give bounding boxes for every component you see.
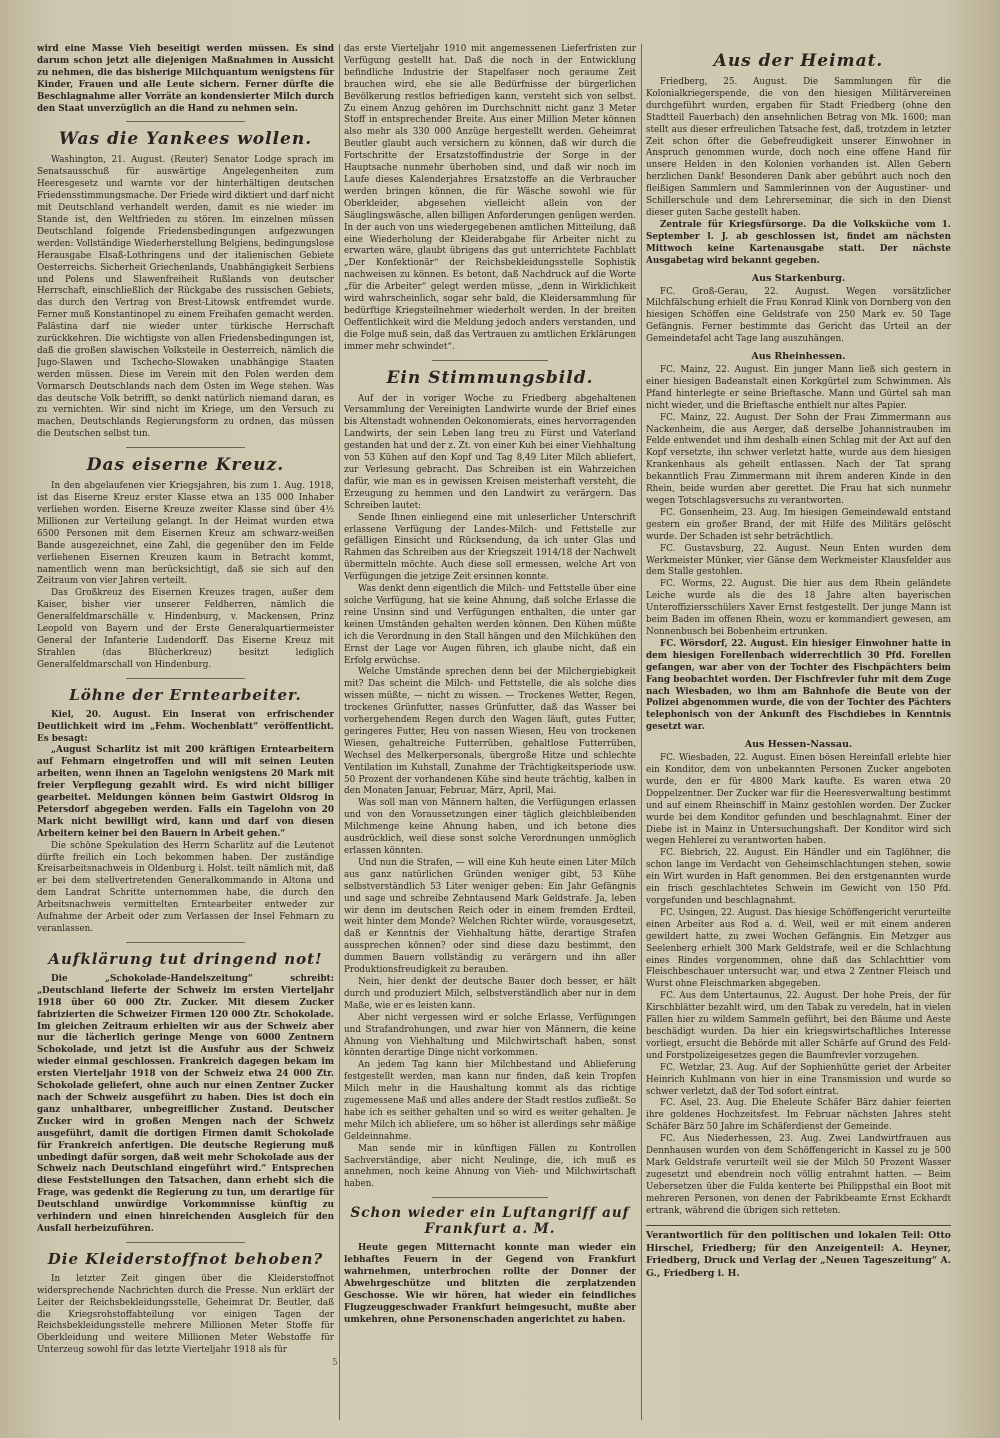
article-paragraph: FC. Groß-Gerau, 22. August. Wegen vorsätzlicher Milchfälschung erhielt die Frau Konrad Klink von Dornberg von den hiesigen Schöffen eine Geldstrafe von 250 Mark ev. 50 Tage Gefängnis. Ferner bestimmte das Gericht das Urteil an der Gemeindetafel acht Tage lang auszuhängen. (646, 286, 951, 345)
page-mark: 5 (332, 1358, 338, 1368)
section-heading-starkenburg: Aus Starkenburg. (751, 272, 846, 284)
column-1 (37, 44, 334, 1420)
headline-aufklaerung: Aufklärung tut dringend not! (48, 949, 323, 968)
separator (126, 121, 245, 122)
article-paragraph: FC. Mainz, 22. August. Ein junger Mann ließ sich gestern in einer hiesigen Badeanstalt einen Korkgürtel zum Schwimmen. Als Pfand hinterlegte er seine Brieftasche. Mann und Gürtel sah man nicht wieder, und die Brieftasche enthielt nur altes Papier. (646, 365, 951, 411)
separator (126, 447, 245, 448)
column-rule (339, 44, 340, 1420)
separator (126, 678, 245, 679)
article-paragraph: FC. Aus Niederhessen, 23. Aug. Zwei Landwirtfrauen aus Dennhausen wurden von dem Schöffengericht in Kassel zu je 500 Mark Geldstrafe verurteilt weil sie der Milch 50 Prozent Wasser zugesetzt und ebendrein noch völlig entrahmt hatten. — Beim Uebersetzen über die Fulda kenterte bei Philippsthal ein Boot mit mehreren Personen, von denen der Fabrikbeamte Ernst Eckhardt ertrank, während die übrigen sich retteten. (646, 1134, 951, 1216)
article-paragraph: Das Großkreuz des Eisernen Kreuzes tragen, außer dem Kaiser, bisher vier unserer Feldherren, nämlich die Generalfeldmarschälle v. Hindenburg, v. Mackensen, Prinz Leopold von Bayern und der Erste Generalquartiermeister General der Infanterie Ludendorff. Das Eiserne Kreuz mit Strahlen (das Blücherkreuz) besitzt lediglich Generalfeldmarschall von Hindenburg. (37, 588, 334, 670)
article-paragraph: Friedberg, 25. August. Die Sammlungen für die Kolonialkriegerspende, die von den hiesigen Militärvereinen durchgeführt wurden, ergaben für Stadt Friedberg (ohne den Stadtteil Fauerbach) den ansehnlichen Betrag von Mk. 1600; man stellt aus dieser erfreulichen Tatsache fest, daß, trotzdem in letzter Zeit schon öfter die Gebefreudigkeit unserer Einwohner in Anspruch genommen wurde, doch noch eine offene Hand für unsere Helden in den Kolonien vorhanden ist. Allen Gebern herzlichen Dank! Besonderen Dank aber gebührt auch noch den fleißigen Sammlern und Sammlerinnen von der Augustiner- und Schillerschule und dem Lehrerseminar, die sich in den Dienst dieser guten Sache gestellt haben. (646, 77, 951, 218)
imprint-text: Verantwortlich für den politischen und lokalen Teil: Otto Hirschel, Friedberg; für den Anzeigenteil: A. Heyner, Friedberg, Druck und Verlag der „Neuen Tageszeitung“ A. G., Friedberg i. H. (646, 1230, 951, 1279)
column-3 (646, 44, 951, 1420)
article-paragraph: Die „Schokolade-Handelszeitung“ schreibt: „Deutschland lieferte der Schweiz im ersten Vierteljahr 1918 über 60 000 Ztr. Zucker. Mit diesem Zucker fabrizierten die Schweizer Firmen 120 000 Ztr. Schokolade. Im gleichen Zeitraum erhielten wir aus der Schweiz aber nur die lächerlich geringe Menge von 6000 Zentnern Schokolade, und jetzt ist die Ausfuhr aus der Schweiz wieder einmal geschlossen. Frankreich dagegen bekam im ersten Vierteljahr 1918 von der Schweiz etwa 24 000 Ztr. Schokolade geliefert, ohne auch nur einen Zentner Zucker nach der Schweiz ausgeführt zu haben. Dies ist doch ein ganz unhaltbarer, unbegreiflicher Zustand. Deutscher Zucker wird in großen Mengen nach der Schweiz ausgeführt, damit die dortigen Firmen damit Schokolade für Frankreich anfertigen. Die deutsche Regierung muß unbedingt dafür sorgen, daß weit mehr Schokolade aus der Schweiz nach Deutschland eingeführt wird.“ Entsprechen diese Feststellungen den Tatsachen, dann erhebt sich die Frage, was gedenkt die Regierung zu tun, um derartige für Deutschland unwürdige Vorkommnisse künftig zu verhindern und einen hinreichenden Ausgleich für den Ausfall herbeizuführen. (37, 973, 334, 1234)
article-paragraph: In letzter Zeit gingen über die Kleiderstoffnot widersprechende Nachrichten durch die Presse. Nun erklärt der Leiter der Reichsbekleidungsstelle, Geheimrat Dr. Beutler, daß die Kriegsrohstoffabteilung vor einigen Tagen der Reichsbekleidungsstelle mehrere Millionen Meter Stoffe für Oberkleidung und weitere Millionen Meter Webstoffe für Unterzeug sowohl für das letzte Vierteljahr 1918 als für (37, 1273, 334, 1356)
article-paragraph: Nein, hier denkt der deutsche Bauer doch besser, er hält durch und produziert Milch, selbstverständlich aber nur in dem Maße, wie er es leisten kann. (344, 976, 636, 1011)
article-paragraph: FC. Gustavsburg, 22. August. Neun Enten wurden dem Werkmeister Münker, vier Gänse dem Werkmeister Klausfelder aus dem Stalle gestohlen. (646, 543, 951, 578)
article-paragraph: FC. Wiesbaden, 22. August. Einen bösen Hereinfall erlebte hier ein Konditor, dem von unbekannten Personen Zucker angeboten wurde, den er für 4800 Mark kaufte. Es waren etwa 20 Doppelzentner. Der Zucker war für die Heeresverwaltung bestimmt und auf einem Rheinschiff in Mainz gestohlen worden. Der Zucker wurde bei dem Konditor gefunden und beschlagnahmt. Einer der Diebe ist in Mainz in Untersuchungshaft. Der Konditor wird sich wegen Hehlerei zu verantworten haben. (646, 753, 951, 847)
headline-luftangriff: Schon wieder ein Luftangriff auf Frankfurt a. M. (350, 1205, 630, 1238)
article-paragraph: „August Scharlitz ist mit 200 kräftigen Erntearbeitern auf Fehmarn eingetroffen und will mit seinen Leuten arbeiten, wenn ihnen an Tagelohn wenigstens 20 Mark mit freier Verpflegung gezahlt wird. Es wird nicht billiger gearbeitet. Meldungen können beim Gastwirt Oldsrog in Petersdorf abgegeben werden. Falls ein Tagelohn von 20 Mark nicht bewilligt wird, kann und darf von diesen Arbeitern keiner bei den Bauern in Arbeit gehen.“ (37, 745, 334, 839)
article-paragraph: Heute gegen Mitternacht konnte man wieder ein lebhaftes Feuern in der Gegend von Frankfurt wahrnehmen, unterbrochen rollte der Donner der Abwehrgeschütze und blitzten die zerplatzenden Geschosse. Wie wir hören, hat wieder ein feindliches Flugzeuggeschwader Frankfurt heimgesucht, mußte aber umkehren, ohne Personenschaden angerichtet zu haben. (344, 1243, 636, 1325)
article-paragraph: An jedem Tag kann hier Milchbestand und Ablieferung festgestellt werden, man kann nur finden, daß kein Tropfen Milch mehr in die Haushaltung kommt als das richtige zugemessene Maß und alles andere der Stadt restlos zufließt. So habe ich es seither gehalten und so wird es weiter gehalten. Je mehr Milch ich abliefere, um so höher ist allerdings sehr mäßige Geldeinnahme. (344, 1060, 636, 1142)
article-paragraph: Zentrale für Kriegsfürsorge. Da die Volksküche vom 1. September l. J. ab geschlossen ist, findet am nächsten Mittwoch keine Kartenausgabe statt. Der nächste Ausgabetag wird bekannt gegeben. (646, 219, 951, 266)
imprint (646, 1225, 951, 1280)
article-paragraph: FC. Biebrich, 22. August. Ein Händler und ein Taglöhner, die schon lange im Verdacht von Geheimschlachtungen stehen, sowie ein Wirt wurden in Haft genommen. Bei den erstgenannten wurde ein frisch geschlachtetes Schwein im Gewicht von 150 Pfd. vorgefunden und beschlagnahmt. (646, 848, 951, 906)
article-paragraph: Was soll man von Männern halten, die Verfügungen erlassen und von den Voraussetzungen einer täglich gleichbleibenden Milchmenge keine Ahnung haben, und ich betone dies ausdrücklich, weil diese sonst solche Verordnungen unmöglich erlassen könnten. (344, 798, 636, 856)
headline-eiserne-kreuz: Das eiserne Kreuz. (86, 455, 285, 476)
article-paragraph: Auf der in voriger Woche zu Friedberg abgehaltenen Versammlung der Vereinigten Landwirte wurde der Brief eines bis Altenstadt wohnenden Oekonomierats, eines hervorragenden Landwirts, der sein Leben lang treu zu Fürst und Vaterland gestanden hat und der z. Zt. von einer Kuh bei einer Viehhaltung von 53 Kühen auf den Kopf und Tag 8,49 Liter Milch abliefert, zur Verlesung gebracht. Das Schreiben ist ein Wahrzeichen dafür, wie man es in gewissen Kreisen meisterhaft versteht, die Erzeugung zu hemmen und den Landwirt zu verärgern. Das Schreiben lautet: (344, 393, 636, 511)
article-paragraph: Aber nicht vergessen wird er solche Erlasse, Verfügungen und Strafandrohungen, und zwar hier von Männern, die keine Ahnung von Viehhaltung und Milchwirtschaft haben, sonst könnten derartige Dinge nicht vorkommen. (344, 1012, 636, 1059)
article-paragraph: FC. Worms, 22. August. Die hier aus dem Rhein geländete Leiche wurde als die des 18 Jahre alten bayerischen Unteroffiziersschülers Xaver Ernst festgestellt. Der junge Mann ist beim Baden im offenen Rhein, wozu er kommandiert gewesen, am Nonnenbusch bei Bobenheim ertrunken. (646, 579, 951, 637)
article-paragraph: Was denkt denn eigentlich die Milch- und Fettstelle über eine solche Verfügung, hat sie keine Ahnung, daß solche Erlasse die reine Unsinn sind und Verfügungen enthalten, die unter gar keinen Umständen gehalten werden können. Den Kühen müßte ich die Verordnung in den Stall hängen und den Milchkühen den Ernst der Lage vor Augen führen, ich glaube nicht, daß ein Erfolg erwüchse. (344, 584, 636, 666)
article-paragraph: FC. Gonsenheim, 23. Aug. Im hiesigen Gemeindewald entstand gestern ein großer Brand, der mit Hilfe des Militärs gelöscht wurde. Der Schaden ist sehr beträchtlich. (646, 507, 951, 542)
article-paragraph: das erste Vierteljahr 1910 mit angemessenen Lieferfristen zur Verfügung gestellt hat. Daß die noch in der Entwicklung befindliche Industrie der Stapelfaser noch geraume Zeit brauchen wird, ehe sie alle Bedürfnisse der bürgerlichen Bevölkerung restlos befriedigen kann, versteht sich von selbst. Zu einem Anzug gehören im Durchschnitt nicht ganz 3 Meter Stoff in entsprechender Breite. Aus einer Million Meter können also mehr als 330 000 Anzüge hergestellt werden. Geheimrat Beutler glaubt auch versichern zu können, daß wir durch die Fortschritte der Ersatzstoffindustrie der Sorge in der Hauptsache nunmehr überhoben sind, und daß wir noch im Laufe dieses Kalenderjahres Ersatzstoffe an die Verbraucher werden bringen können, die für Wäsche sowohl wie für Oberkleider, abgesehen vielleicht allein von der Säuglingswäsche, allen billigen Anforderungen genügen werden. In der auch von uns wiedergegebenen amtlichen Mitteilung, daß eine Wiederholung der Kleiderabgabe für Arbeiter nicht zu erwarten wäre, glaubt übrigens das gut unterrichtete Fachblatt „Der Konfektionär“ der Reichsbekleidungsstelle Sophistik nachweisen zu können. Es betont, daß Nachdruck auf die Worte „für die Arbeiter“ gelegt werden müsse, „denn in Wirklichkeit wird wahrscheinlich, sogar sehr bald, die Kleidersammlung für bedürftige Kriegsteilnehmer wiederholt werden. In der breiten Oeffentlichkeit wird die Meldung jedoch anders verstanden, und die Folge muß sein, daß das Vertrauen zu amtlichen Erklärungen immer mehr schwindet“. (344, 44, 636, 352)
separator (432, 360, 549, 361)
article-paragraph: Die schöne Spekulation des Herrn Scharlitz auf die Leutenot dürfte freilich ein Loch bekommen haben. Der zuständige Kreisarbeitsnachweis in Oldenburg i. Holst. teilt nämlich mit, daß er bei dem stellvertretenden Generalkommando in Altona und dem Landrat Schritte unternommen habe, die durch den Arbeitsnachweis vermittelten Erntearbeiter entweder zur Aufnahme der Arbeit oder zum Verlassen der Insel Fehmarn zu veranlassen. (37, 840, 334, 934)
separator (126, 942, 245, 943)
column-2 (344, 44, 636, 1420)
headline-heimat: Aus der Heimat. (713, 51, 884, 71)
column-rule (641, 44, 642, 1420)
article-paragraph: FC. Aus dem Untertaunus, 22. August. Der hohe Preis, der für Kirschblätter bezahlt wird, um den Tabak zu veredeln, hat in vielen Fällen hier zu wildem Sammeln geführt, bei den Bäume und Aeste beschädigt wurden. Da hier ein kriegswirtschaftliches Interesse vorliegt, ersucht die Behörde mit aller Schärfe auf Grund des Feld- und Forstpolizeigesetzes gegen die Baumfrevler vorzugehen. (646, 991, 951, 1061)
headline-loehne: Löhne der Erntearbeiter. (69, 685, 302, 704)
separator (432, 1197, 549, 1198)
article-paragraph: FC. Wörsdorf, 22. August. Ein hiesiger Einwohner hatte in dem hiesigen Forellenbach widerrechtlich 30 Pfd. Forellen gefangen, war aber von der Tochter des Fischpächters beim Fang beobachtet worden. Der Fischfrevler fuhr mit dem Zuge nach Wiesbaden, wo ihm am Bahnhofe die Beute von der Polizei abgenommen wurde, die von der Tochter des Pächters telephonisch von der Ankunft des Fischdiebes in Kenntnis gesetzt war. (646, 638, 951, 733)
lead-paragraph: wird eine Masse Vieh beseitigt werden müssen. Es sind darum schon jetzt alle diejenigen Maßnahmen in Aussicht zu nehmen, die das bisherige Milchquantum wenigstens für Kinder, Frauen und alle Leute sichern. Ferner dürfte die Beschlagnahme aller Vorräte an kondensierter Milch durch den Staat unverzüglich an die Hand zu nehmen sein. (37, 44, 334, 114)
article-paragraph: FC. Asel, 23. Aug. Die Eheleute Schäfer Bärz dahier feierten ihre goldenes Hochzeitsfest. Im Februar nächsten Jahres steht Schäfer Bärz 50 Jahre im Schäferdienst der Gemeinde. (646, 1098, 951, 1133)
headline-kleiderstoffnot: Die Kleiderstoffnot behoben? (47, 1249, 324, 1268)
section-heading-hessen-nassau: Aus Hessen-Nassau. (744, 739, 853, 751)
article-paragraph: Welche Umstände sprechen denn bei der Milchergiebigkeit mit? Das scheint die Milch- und Fettstelle, die als solche dies wissen müßte, — nicht zu wissen. — Trockenes Wetter, Regen, trockenes Grünfutter, nasses Grünfutter, daß das Wasser bei vorhergehendem Regen durch den Wagen läuft, gutes Futter, geringeres Futter, Heu von nassen Wiesen, Heu von trockenen Wiesen, gehaltreiche Futterrüben, gehaltlose Futterrüben, Wechsel des Melkerpersonals, übergroße Hitze und schlechte Ventilation im Kuhstall, Zunahme der Trächtigkeitsperiode usw. 50 Prozent der vorhandenen Kühe sind heute trächtig, kalben in den Monaten Januar, Februar, März, April, Mai. (344, 667, 636, 797)
article-paragraph: FC. Wetzlar, 23. Aug. Auf der Sophienhütte geriet der Arbeiter Heinrich Kuhlmann von hier in eine Transmission und wurde so schwer verletzt, daß der Tod sofort eintrat. (646, 1062, 951, 1097)
article-paragraph: Washington, 21. August. (Reuter) Senator Lodge sprach im Senatsausschuß für auswärtige Angelegenheiten zum Heeresgesetz und warnte vor der hinterhältigen deutschen Friedensstimmungsmache. Der Friede wird diktiert und darf nicht mit Deutschland verhandelt werden, damit es nie wieder im Stande ist, den Weltfrieden zu stören. Im einzelnen müssen Deutschland folgende Friedensbedingungen aufgezwungen werden: Vollständige Wiederherstellung Belgiens, bedingungslose Herausgabe Elsaß-Lothringens und der italienischen Gebiete Oesterreichs. Sicherheit Griechenlands, Unabhängigkeit Serbiens und Polens und Slawenfreiheit Rußlands von deutscher Herrschaft, einschließlich der Rückgabe des russischen Gebiets, das durch den Vertrag von Brest-Litowsk entfremdet wurde. Ferner muß Konstantinopel zu einem Freihafen gemacht werden. Palästina darf nie wieder unter türkische Herrschaft zurückkehren. Die wichtigste von allen Friedensbedingungen ist, daß die großen slawischen Volksteile in Oesterreich, nämlich die Jugo-Slawen und Tschecho-Slowaken unabhängige Staaten werden müssen. Diese im Verein mit den Polen werden dem Vormarsch Deutschlands nach dem Osten im Wege stehen. Was das deutsche Volk betrifft, so denkt natürlich niemand daran, es zu vernichten. Wir sind nicht im Kriege, um den Versuch zu machen, Deutschlands Regierungsform zu ordnen, das müssen die Deutschen selbst tun. (37, 155, 334, 440)
article-paragraph: Man sende mir in künftigen Fällen zu Kontrollen Sachverständige, aber nicht Neulinge, die, ich muß es annehmen, noch keine Ahnung von Vieh- und Milchwirtschaft haben. (344, 1143, 636, 1190)
article-paragraph: In den abgelaufenen vier Kriegsjahren, bis zum 1. Aug. 1918, ist das Eiserne Kreuz erster Klasse etwa an 135 000 Inhaber verliehen worden. Eiserne Kreuze zweiter Klasse sind über 4½ Millionen zur Verteilung gelangt. In der Heimat wurden etwa 6500 Personen mit dem Eisernen Kreuz am schwarz-weißen Bande ausgezeichnet, eine Zahl, die gegenüber den im Felde verliehenen Eisernen Kreuzen kaum in Betracht kommt, namentlich wenn man berücksichtigt, daß sie sich auf den Zeitraum von vier Jahren verteilt. (37, 481, 334, 587)
headline-stimmungsbild: Ein Stimmungsbild. (386, 367, 594, 388)
headline-yankees: Was die Yankees wollen. (58, 129, 313, 150)
article-paragraph: Und nun die Strafen, — will eine Kuh heute einen Liter Milch aus ganz natürlichen Gründen weniger gibt, 53 Kühe selbstverständlich 53 Liter weniger geben: Ein Jahr Gefängnis und sage und schreibe Zehntausend Mark Geldstrafe. Ja, leben wir denn im deutschen Reich oder in einem fremden Erdteil, weit hinter dem Monde? Welchen Richter würde, vorausgesetzt, daß er Kenntnis der Viehhaltung hätte, derartige Strafen aussprechen können? oder sind diese dazu bestimmt, den dummen Bauern vollständig zu verärgern und ihn aller Produktionsfreudigkeit zu berauben. (344, 857, 636, 976)
separator (126, 1242, 245, 1243)
article-paragraph: FC. Usingen, 22. August. Das hiesige Schöffengericht verurteilte einen Arbeiter aus Rod a. d. Weil, weil er mit einem anderen gewildert hatte, zu zwei Wochen Gefängnis. Ein Metzger aus Seelenberg erhielt 300 Mark Geldstrafe, weil er die Schlachtung eines Rindes vorgenommen, ohne daß das Schlachttier vom Fleischbeschauer untersucht war, und etwa 2 Zentner Fleisch und Wurst ohne Fleischmarken abgegeben. (646, 907, 951, 990)
article-paragraph: Sende Ihnen einliegend eine mit unleserlicher Unterschrift erlassene Verfügung der Landes-Milch- und Fettstelle zur gefälligen Einsicht und Rücksendung, da ich unter Glas und Rahmen das Schreiben aus der Kriegszeit 1914/18 der Nachwelt übermitteln möchte. Auch diese soll ermessen, welche Art von Verfügungen die jetzige Zeit ersinnen konnte. (344, 512, 636, 583)
article-paragraph: Kiel, 20. August. Ein Inserat von erfrischender Deutlichkeit wird im „Fehm. Wochenblatt“ veröffentlicht. Es besagt: (37, 709, 334, 744)
article-paragraph: FC. Mainz, 22. August. Der Sohn der Frau Zimmermann aus Nackenheim, die aus Aerger, daß derselbe Johannistrauben im Felde entwendet und ihm deshalb einen Schlag mit der Axt auf den Kopf versetzte, ihn schwer verletzt hatte, wurde aus dem hiesigen Krankenhaus als geheilt entlassen. Nach der Tat sprang bekanntlich Frau Zimmermann mit ihrem anderen Kinde in den Rhein, beide wurden aber gerettet. Die Frau hat sich nunmehr wegen Totschlagsversuchs zu verantworten. (646, 412, 951, 506)
section-heading-rheinhessen: Aus Rheinhessen. (751, 351, 846, 363)
